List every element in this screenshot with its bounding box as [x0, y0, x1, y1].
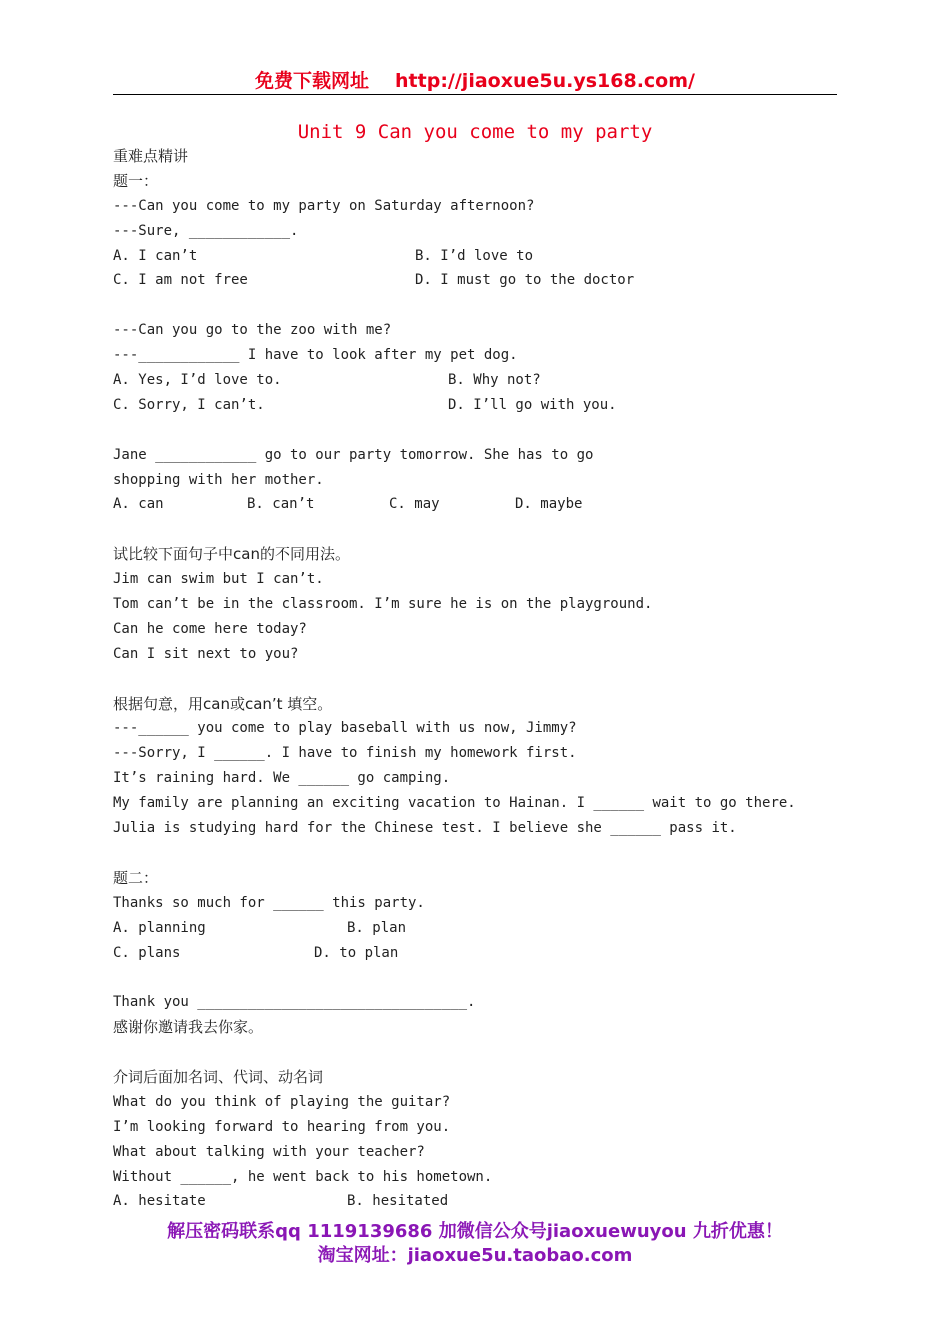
option-b: B. I’d love to	[415, 247, 534, 264]
option-d: D. maybe	[515, 496, 583, 513]
option-a: A. I can’t	[113, 247, 198, 264]
topic2-heading: 题二：	[113, 868, 159, 887]
options-row	[113, 941, 837, 966]
option-c: C. plans	[113, 944, 181, 961]
option-d: D. I must go to the doctor	[415, 272, 635, 289]
option-b: B. hesitated	[347, 1193, 449, 1210]
question-line: ---____________ I have to look after my pet dog.	[113, 347, 518, 364]
question-line: shopping with her mother.	[113, 471, 324, 488]
options-row	[113, 492, 837, 517]
fill-line: It’s raining hard. We ______ go camping.	[113, 770, 451, 787]
option-d: D. I’ll go with you.	[448, 396, 617, 413]
question-line: ---Sure, ____________.	[113, 222, 299, 239]
header-label: 免费下载网址	[255, 70, 370, 92]
footer-shop-link[interactable]: 淘宝网址：jiaoxue5u.taobao.com	[317, 1245, 633, 1266]
question-line: Jane ____________ go to our party tomorrow. She has to go	[113, 446, 594, 463]
fill-heading: 根据句意，用can或can’t 填空。	[113, 694, 333, 713]
option-c: C. Sorry, I can’t.	[113, 396, 265, 413]
question-line: ---Can you come to my party on Saturday afternoon?	[113, 197, 535, 214]
option-b: B. can’t	[247, 496, 315, 513]
translation-line: 感谢你邀请我去你家。	[113, 1018, 264, 1037]
header-url[interactable]: http://jiaoxue5u.ys168.com/	[395, 70, 695, 92]
header-rule	[113, 94, 837, 95]
fill-line: My family are planning an exciting vacation to Hainan. I ______ wait to go there.	[113, 795, 796, 812]
options-row	[113, 1189, 837, 1214]
fill-line: ---Sorry, I ______. I have to finish my homework first.	[113, 745, 577, 762]
example-line: Can he come here today?	[113, 620, 307, 637]
question-line: Thanks so much for ______ this party.	[113, 894, 425, 911]
options-row	[113, 393, 837, 418]
options-row	[113, 244, 837, 269]
page-title: Unit 9 Can you come to my party	[297, 121, 653, 143]
section-intro: 重难点精讲	[113, 147, 189, 165]
footer-contact: 解压密码联系qq 1119139686 加微信公众号jiaoxuewuyou 九折优惠！	[167, 1221, 783, 1242]
question-line: Thank you ________________________________.	[113, 994, 476, 1011]
fill-line: Julia is studying hard for the Chinese test. I believe she ______ pass it.	[113, 820, 737, 837]
prep-heading: 介词后面加名词、代词、动名词	[113, 1067, 324, 1086]
document-body	[113, 144, 837, 1214]
option-a: A. hesitate	[113, 1193, 206, 1210]
option-b: B. Why not?	[448, 372, 541, 389]
topic1-heading: 题一：	[113, 171, 159, 190]
option-a: A. can	[113, 496, 164, 513]
options-row	[113, 916, 837, 941]
options-row	[113, 368, 837, 393]
options-row	[113, 268, 837, 293]
option-b: B. plan	[347, 919, 407, 936]
option-a: A. Yes, I’d love to.	[113, 372, 282, 389]
question-line: Without ______, he went back to his hometown.	[113, 1168, 493, 1185]
example-line: What about talking with your teacher?	[113, 1143, 425, 1160]
compare-heading: 试比较下面句子中can的不同用法。	[113, 545, 350, 564]
header-banner	[0, 66, 950, 93]
example-line: What do you think of playing the guitar?	[113, 1093, 451, 1110]
option-c: C. I am not free	[113, 272, 248, 289]
example-line: Tom can’t be in the classroom. I’m sure he is on the playground.	[113, 596, 653, 613]
example-line: I’m looking forward to hearing from you.	[113, 1118, 451, 1135]
option-a: A. planning	[113, 919, 206, 936]
example-line: Can I sit next to you?	[113, 645, 299, 662]
option-d: D. to plan	[314, 944, 399, 961]
option-c: C. may	[389, 496, 440, 513]
fill-line: ---______ you come to play baseball with us now, Jimmy?	[113, 720, 577, 737]
example-line: Jim can swim but I can’t.	[113, 571, 324, 588]
question-line: ---Can you go to the zoo with me?	[113, 322, 392, 339]
